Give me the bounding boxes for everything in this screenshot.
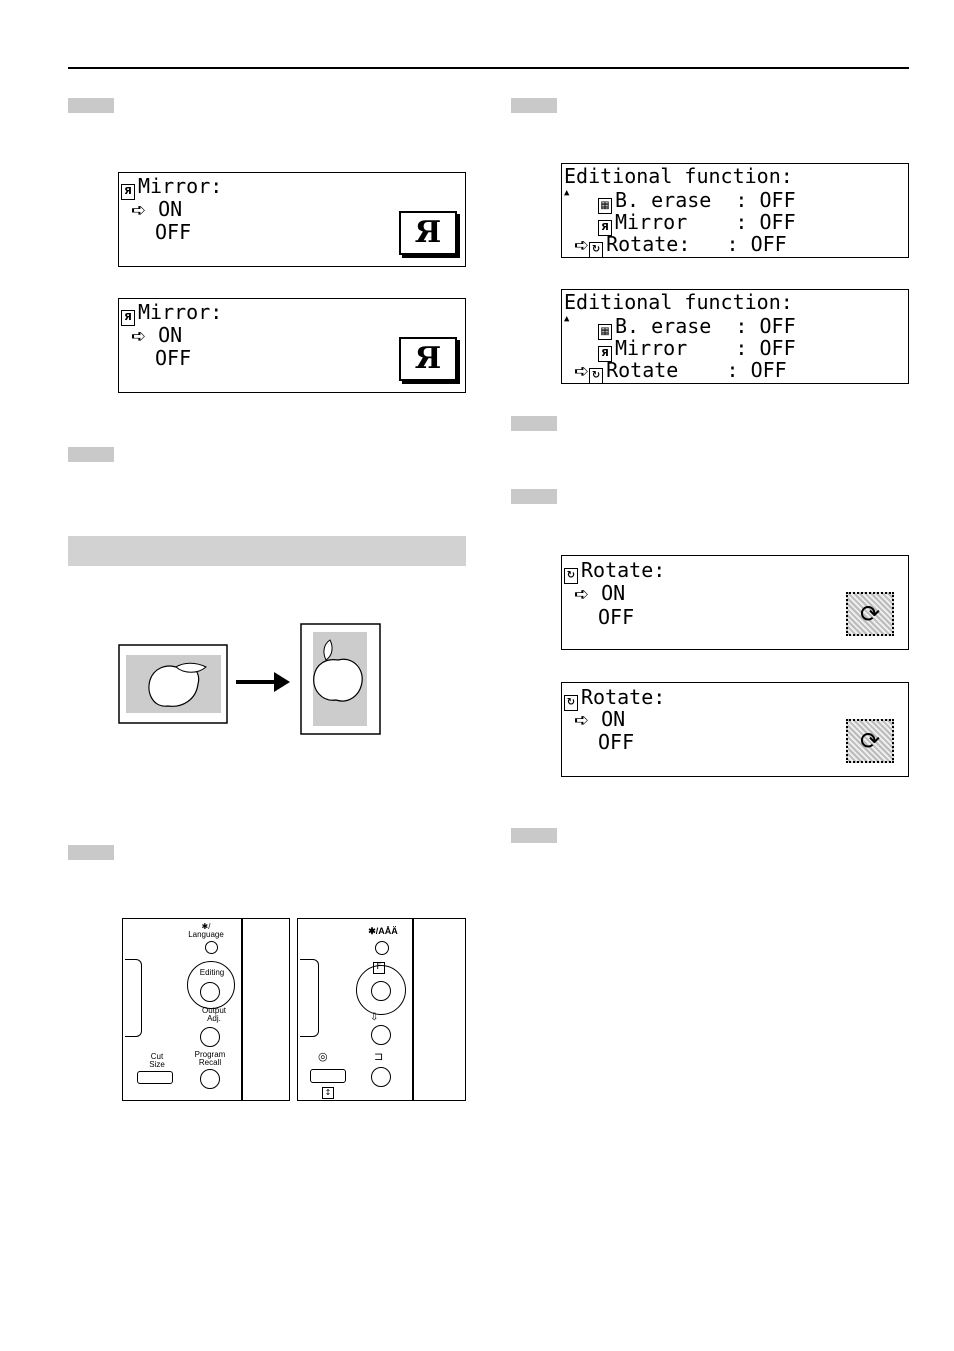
arrow-right-icon [274,672,290,692]
mirror-icon: Я [121,310,135,326]
cut-size-icon: ◎ [318,1050,328,1063]
scroll-up-icon: ▲ [564,314,570,324]
section-heading-bar [68,536,466,566]
berase-row: B. erase : OFF [615,314,796,338]
arrow-right-icon: ➪ [574,235,590,256]
rotate-title: Rotate: [581,558,666,582]
cut-size-button[interactable] [137,1071,173,1084]
option-on: ON [601,707,626,731]
program-recall-button[interactable] [371,1067,391,1087]
arrow-right-icon: ➪ [574,710,590,731]
rotate-icon: ↻ [564,568,578,584]
rotate-row: Rotate : OFF [606,358,787,382]
apple-icon [314,659,362,701]
rotate-title: Rotate: [581,685,666,709]
program-recall-button[interactable] [200,1069,220,1089]
arrow-right-icon: ➪ [131,200,147,221]
step-marker [511,98,557,113]
option-on: ON [158,323,183,347]
cut-size-button[interactable] [310,1069,346,1083]
panel-display-edge [300,959,319,1037]
control-panel-left [122,918,290,1101]
language-button[interactable] [205,941,218,954]
option-on: ON [601,581,626,605]
rotate-icon: ↻ [589,368,603,384]
mirror-icon: Я [598,220,612,236]
step-marker [68,845,114,860]
size-arrow-icon: ↕ [322,1087,334,1099]
rotate-icon: ↻ [564,695,578,711]
editional-function-lcd [561,289,909,384]
option-off: OFF [155,346,192,370]
panel-divider [241,919,243,1100]
rotate-lcd-screen [561,555,909,650]
arrow-right-icon: ➪ [131,326,147,347]
step-marker [68,447,114,462]
header-rule [68,67,909,69]
scroll-up-icon: ▲ [564,188,570,198]
rotate-lcd-screen [561,682,909,777]
step-marker [68,98,114,113]
option-off: OFF [598,605,635,629]
cut-size-label: Cut Size [149,1052,165,1069]
border-erase-icon: ▦ [598,198,612,214]
language-label: ✱/ Language [188,922,224,939]
panel-divider [412,919,414,1100]
step-marker [511,489,557,504]
berase-row: B. erase : OFF [615,188,796,212]
mirror-preview-icon: Я [399,337,457,381]
arrow-right-icon: ➪ [574,361,590,382]
editional-function-lcd [561,163,909,258]
border-erase-icon: ▦ [598,324,612,340]
language-button[interactable] [375,941,389,955]
editing-label: Editing [199,968,225,977]
editing-f-icon: F [373,962,385,974]
output-adj-label: Output Adj. [201,1006,226,1023]
program-recall-icon: ⊐ [374,1050,384,1063]
rotate-preview-icon: ⟳ [846,592,894,636]
mirror-row: Mirror : OFF [615,336,796,360]
option-on: ON [158,197,183,221]
output-adj-button[interactable] [200,1027,220,1047]
program-recall-label: Program Recall [194,1050,226,1067]
rotate-icon: ↻ [589,242,603,258]
mirror-icon: Я [598,346,612,362]
editional-title: Editional function: [564,290,793,314]
control-panel-right [297,918,466,1101]
step-marker [511,828,557,843]
arrow-right-icon: ➪ [574,584,590,605]
mirror-icon: Я [121,184,135,200]
rotate-row: Rotate: : OFF [606,232,787,256]
editing-button[interactable] [371,981,391,1001]
output-adj-icon: ⇩ [370,1012,379,1023]
option-off: OFF [598,730,635,754]
mirror-lcd-screen [118,172,466,267]
panel-display-edge [125,959,142,1037]
mirror-title: Mirror: [138,174,223,198]
output-adj-button[interactable] [371,1025,391,1045]
mirror-lcd-screen [118,298,466,393]
editional-title: Editional function: [564,164,793,188]
rotate-preview-icon: ⟳ [846,719,894,763]
editing-button[interactable] [200,982,220,1002]
language-label: ✱/AÅÄ [368,926,398,936]
rotation-illustration [118,622,384,736]
option-off: OFF [155,220,192,244]
mirror-title: Mirror: [138,300,223,324]
step-marker [511,416,557,431]
mirror-preview-icon: Я [399,211,457,255]
mirror-row: Mirror : OFF [615,210,796,234]
